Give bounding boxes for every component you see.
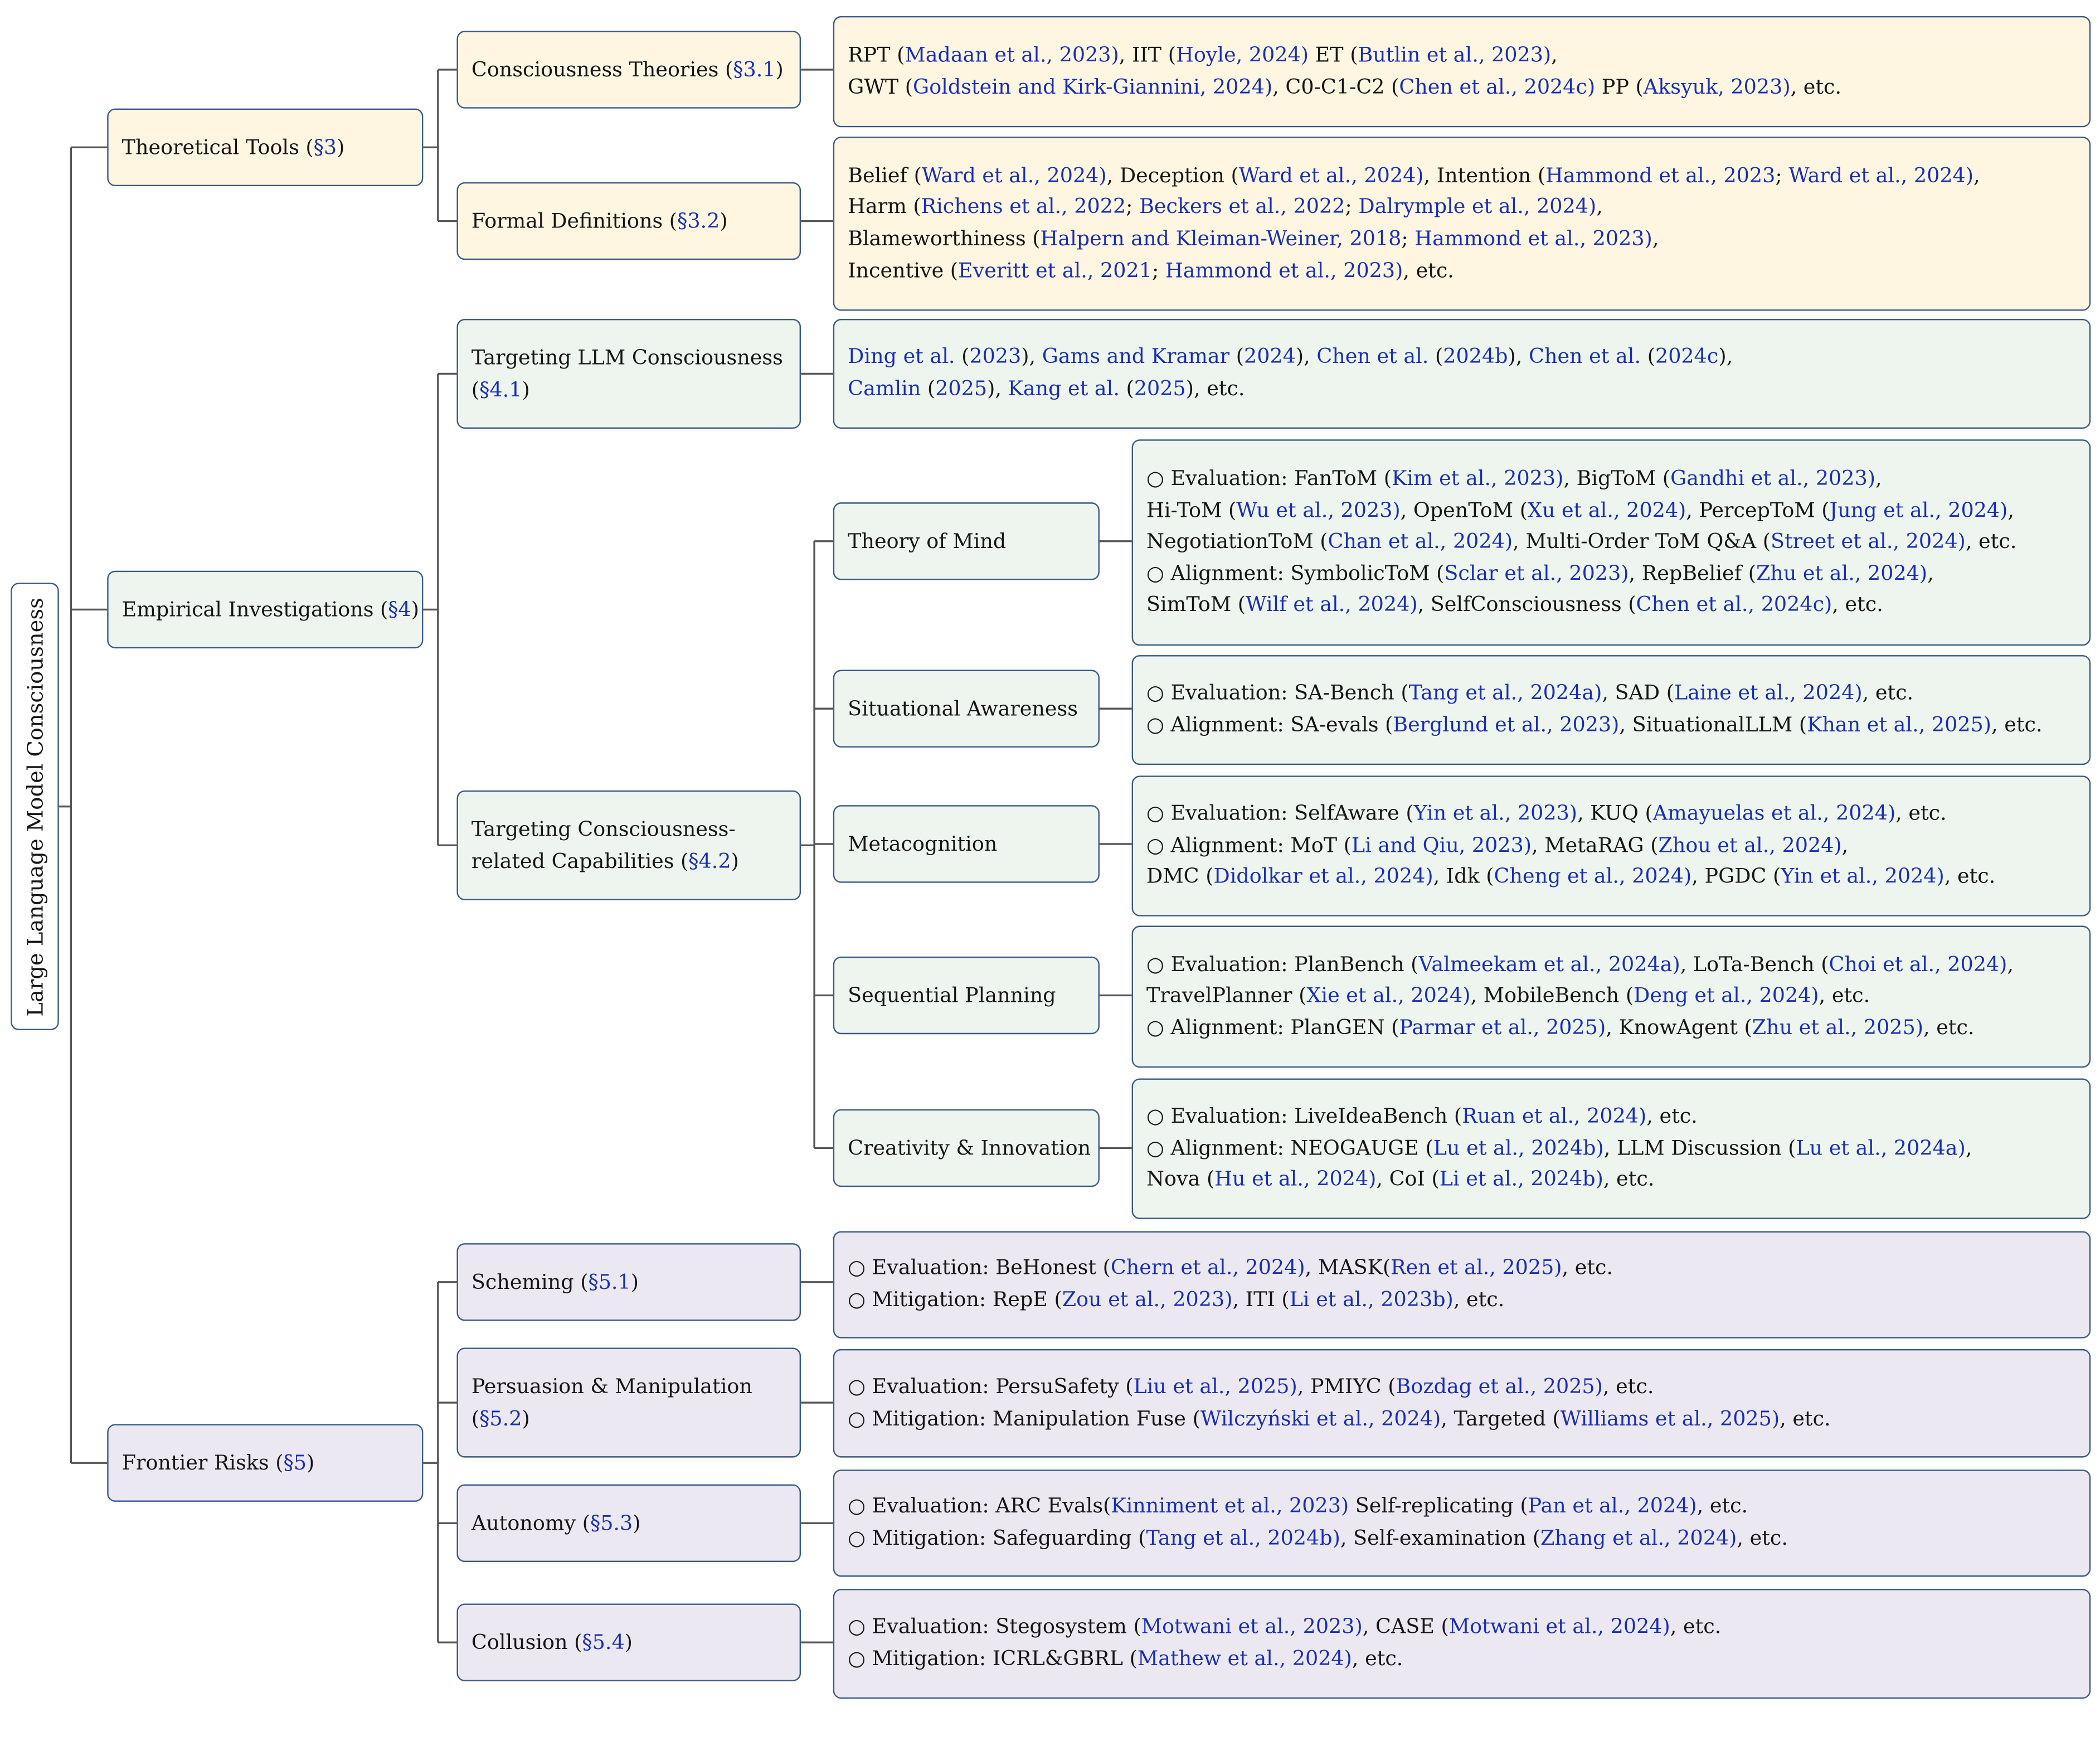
references-persuasion-manipulation-5-2 bbox=[833, 1349, 2091, 1458]
section-theoretical-tools-3 bbox=[107, 109, 423, 186]
references-sequential-planning bbox=[1132, 926, 2091, 1068]
references-theory-of-mind bbox=[1132, 439, 2091, 646]
capability-situational-awareness bbox=[833, 670, 1100, 748]
node-label-line: Persuasion & Manipulation bbox=[471, 1374, 752, 1399]
node-label-line: Targeting Consciousness- bbox=[471, 817, 736, 842]
node-label-line: Empirical Investigations (§4) bbox=[121, 597, 420, 622]
node-label-line: Scheming (§5.1) bbox=[471, 1270, 639, 1294]
references-autonomy-5-3 bbox=[833, 1469, 2091, 1577]
capability-theory-of-mind bbox=[833, 502, 1100, 580]
section-empirical-investigations-4 bbox=[107, 571, 423, 648]
node-label-line: Theory of Mind bbox=[848, 529, 1007, 554]
leaf-text-line: Ding et al. (2023), Gams and Kramar (2024), Chen et al. (2024b), Chen et al. (2024c), bbox=[848, 345, 1733, 369]
node-label-line: (§5.2) bbox=[471, 1406, 530, 1431]
subsection-formal-definitions-3-2 bbox=[456, 182, 801, 260]
node-label-line: Autonomy (§5.3) bbox=[471, 1511, 641, 1535]
subsection-scheming-5-1 bbox=[456, 1243, 801, 1321]
leaf-text-line: Hi-ToM (Wu et al., 2023), OpenToM (Xu et al., 2024), PercepToM (Jung et al., 2024), bbox=[1146, 498, 2014, 522]
node-label-line: Consciousness Theories (§3.1) bbox=[471, 57, 784, 82]
node-label-line: Formal Definitions (§3.2) bbox=[471, 208, 728, 234]
leaf-text-line: SimToM (Wilf et al., 2024), SelfConsciousness (Chen et al., 2024c), etc. bbox=[1146, 593, 1883, 617]
node-label-line: Sequential Planning bbox=[848, 983, 1056, 1008]
capability-metacognition bbox=[833, 805, 1100, 882]
subsection-targeting-llm-consciousness-4-1 bbox=[456, 319, 801, 429]
subsection-collusion-5-4 bbox=[456, 1604, 801, 1681]
node-label-line: Targeting LLM Consciousness bbox=[471, 345, 783, 370]
references-situational-awareness bbox=[1132, 655, 2091, 765]
leaf-text-line: ○ Mitigation: Manipulation Fuse (Wilczyński et al., 2024), Targeted (Williams et al., 2025), etc. bbox=[848, 1406, 1831, 1430]
node-label-line: Collusion (§5.4) bbox=[471, 1630, 633, 1655]
subsection-consciousness-theories-3-1 bbox=[456, 31, 801, 108]
references-targeting-llm-consciousness-4-1 bbox=[833, 319, 2091, 429]
leaf-text-line: Incentive (Everitt et al., 2021; Hammond et al., 2023), etc. bbox=[848, 258, 1454, 283]
leaf-text-line: NegotiationToM (Chan et al., 2024), Multi-Order ToM Q&A (Street et al., 2024), etc. bbox=[1146, 529, 2017, 554]
references-collusion-5-4 bbox=[833, 1589, 2091, 1699]
root-label: Large Language Model Consciousness bbox=[22, 596, 48, 1016]
node-label-line: (§4.1) bbox=[471, 377, 530, 402]
references-creativity-innovation bbox=[1132, 1078, 2091, 1219]
root-node bbox=[11, 583, 59, 1030]
leaf-text-line: ○ Evaluation: SelfAware (Yin et al., 2023), KUQ (Amayuelas et al., 2024), etc. bbox=[1146, 801, 1947, 826]
leaf-text-line: ○ Alignment: SymbolicToM (Sclar et al., 2023), RepBelief (Zhu et al., 2024), bbox=[1146, 561, 1934, 585]
leaf-text-line: ○ Mitigation: RepE (Zou et al., 2023), ITI (Li et al., 2023b), etc. bbox=[848, 1287, 1505, 1312]
node-label-line: Situational Awareness bbox=[848, 696, 1078, 721]
references-metacognition bbox=[1132, 775, 2091, 916]
node-label-line: Frontier Risks (§5) bbox=[121, 1451, 315, 1475]
capability-sequential-planning bbox=[833, 957, 1100, 1034]
leaf-text-line: ○ Alignment: SA-evals (Berglund et al., 2023), SituationalLLM (Khan et al., 2025), etc. bbox=[1146, 712, 2043, 737]
leaf-text-line: TravelPlanner (Xie et al., 2024), MobileBench (Deng et al., 2024), etc. bbox=[1146, 983, 1870, 1008]
capability-creativity-innovation bbox=[833, 1109, 1100, 1187]
leaf-text-line: ○ Alignment: PlanGEN (Parmar et al., 2025), KnowAgent (Zhu et al., 2025), etc. bbox=[1146, 1015, 1975, 1040]
node-label-line: Metacognition bbox=[848, 832, 998, 856]
leaf-text-line: Camlin (2025), Kang et al. (2025), etc. bbox=[848, 376, 1245, 401]
leaf-text-line: ○ Evaluation: ARC Evals(Kinniment et al., 2023) Self-replicating (Pan et al., 2024), etc. bbox=[848, 1494, 1748, 1519]
references-consciousness-theories-3-1 bbox=[833, 16, 2091, 127]
subsection-persuasion-manipulation-5-2 bbox=[456, 1348, 801, 1458]
leaf-text-line: ○ Evaluation: LiveIdeaBench (Ruan et al., 2024), etc. bbox=[1146, 1104, 1698, 1128]
leaf-text-line: RPT (Madaan et al., 2023), IIT (Hoyle, 2024) ET (Butlin et al., 2023), bbox=[848, 42, 1558, 67]
leaf-text-line: ○ Mitigation: Safeguarding (Tang et al., 2024b), Self-examination (Zhang et al., 2024), etc. bbox=[848, 1526, 1788, 1550]
leaf-text-line: ○ Evaluation: Stegosystem (Motwani et al., 2023), CASE (Motwani et al., 2024), etc. bbox=[848, 1614, 1722, 1639]
node-label-line: Theoretical Tools (§3) bbox=[121, 135, 345, 159]
leaf-text-line: ○ Evaluation: FanToM (Kim et al., 2023), BigToM (Gandhi et al., 2023), bbox=[1146, 466, 1882, 491]
leaf-text-line: Harm (Richens et al., 2022; Beckers et al., 2022; Dalrymple et al., 2024), bbox=[848, 195, 1603, 219]
node-label-line: related Capabilities (§4.2) bbox=[471, 849, 739, 874]
leaf-text-line: GWT (Goldstein and Kirk-Giannini, 2024), C0-C1-C2 (Chen et al., 2024c) PP (Aksyuk, 2023), etc. bbox=[848, 74, 1842, 99]
leaf-text-line: ○ Alignment: MoT (Li and Qiu, 2023), MetaRAG (Zhou et al., 2024), bbox=[1146, 833, 1849, 857]
leaf-text-line: ○ Evaluation: SA-Bench (Tang et al., 2024a), SAD (Laine et al., 2024), etc. bbox=[1146, 681, 1914, 706]
leaf-text-line: ○ Evaluation: BeHonest (Chern et al., 2024), MASK(Ren et al., 2025), etc. bbox=[848, 1255, 1613, 1280]
section-frontier-risks-5 bbox=[107, 1424, 423, 1501]
leaf-text-line: Blameworthiness (Halpern and Kleiman-Weiner, 2018; Hammond et al., 2023), bbox=[848, 226, 1659, 251]
subsection-targeting-consciousness-related-capabilities-4-2 bbox=[456, 790, 801, 900]
leaf-text-line: ○ Evaluation: PlanBench (Valmeekam et al., 2024a), LoTa-Bench (Choi et al., 2024), bbox=[1146, 952, 2014, 976]
references-formal-definitions-3-2 bbox=[833, 137, 2091, 311]
references-scheming-5-1 bbox=[833, 1231, 2091, 1338]
node-label-line: Creativity & Innovation bbox=[848, 1136, 1091, 1161]
leaf-text-line: Nova (Hu et al., 2024), CoI (Li et al., 2024b), etc. bbox=[1146, 1167, 1655, 1192]
subsection-autonomy-5-3 bbox=[456, 1485, 801, 1562]
leaf-text-line: ○ Alignment: NEOGAUGE (Lu et al., 2024b), LLM Discussion (Lu et al., 2024a), bbox=[1146, 1136, 1972, 1160]
leaf-text-line: ○ Evaluation: PersuSafety (Liu et al., 2025), PMIYC (Bozdag et al., 2025), etc. bbox=[848, 1374, 1654, 1399]
leaf-text-line: DMC (Didolkar et al., 2024), Idk (Cheng et al., 2024), PGDC (Yin et al., 2024), etc. bbox=[1146, 864, 1996, 889]
leaf-text-line: Belief (Ward et al., 2024), Deception (Ward et al., 2024), Intention (Hammond et al., 2023; Ward et al., 2024), bbox=[848, 163, 1980, 187]
leaf-text-line: ○ Mitigation: ICRL&GBRL (Mathew et al., 2024), etc. bbox=[848, 1646, 1403, 1671]
